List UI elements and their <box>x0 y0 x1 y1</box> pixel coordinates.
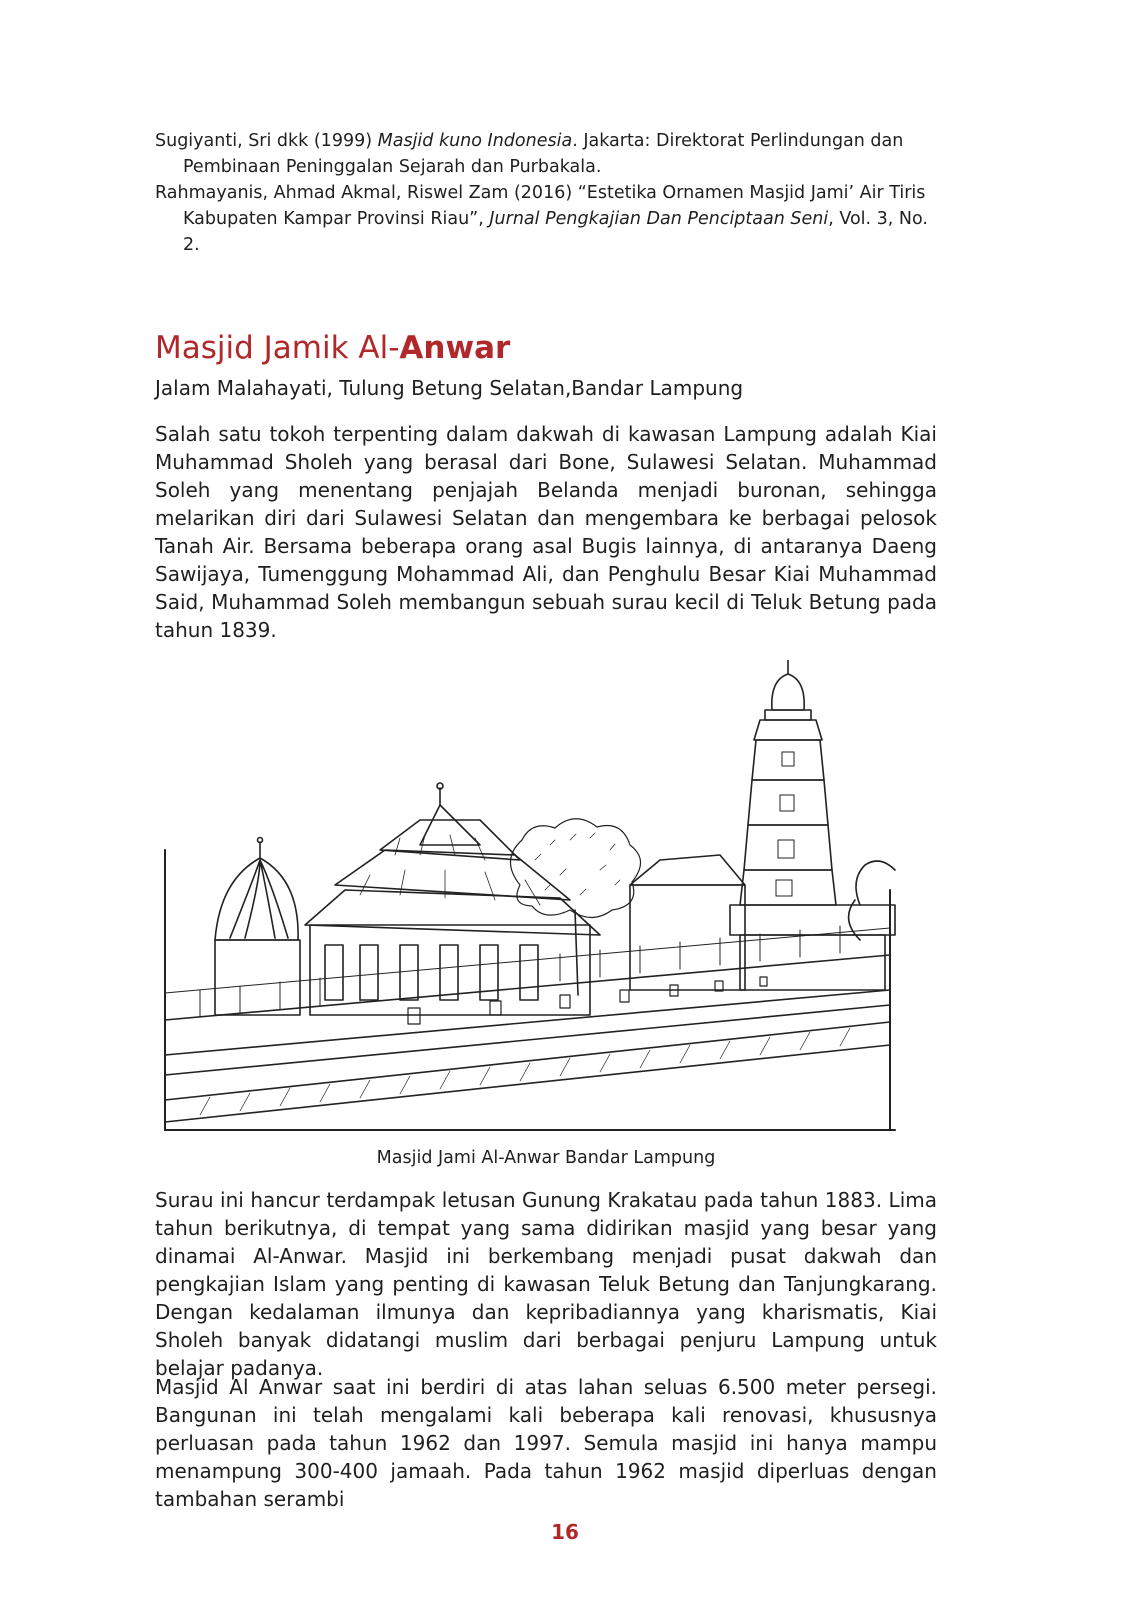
section-title: Masjid Jamik Al-Anwar <box>155 330 511 366</box>
page-number: 16 <box>551 1520 579 1544</box>
reference-entry: Sugiyanti, Sri dkk (1999) Masjid kuno Indonesia. Jakarta: Direktorat Perlindungan dan Pembinaan Peninggalan Sejarah dan Purbakala. <box>155 131 904 177</box>
reference-entry: Rahmayanis, Ahmad Akmal, Riswel Zam (2016) “Estetika Ornamen Masjid Jami’ Air Tiris Kabupaten Kampar Provinsi Riau”, Jurnal Pengkajian Dan Penciptaan Seni, Vol. 3, No. 2. <box>155 183 928 255</box>
figure-caption: Masjid Jami Al-Anwar Bandar Lampung <box>376 1148 716 1168</box>
reference-list <box>155 128 935 258</box>
body-paragraph-1: Salah satu tokoh terpenting dalam dakwah di kawasan Lampung adalah Kiai Muhammad Sholeh yang berasal dari Bone, Sulawesi Selatan. Muhammad Soleh yang menentang penjajah Belanda menjadi buronan, sehingga melarikan diri dari Sulawesi Selatan dan mengembara ke berbagai pelosok Tanah Air. Bersama beberapa orang asal Bugis lainnya, di antaranya Daeng Sawijaya, Tumenggung Mohammad Ali, dan Penghulu Besar Kiai Muhammad Said, Muhammad Soleh membangun sebuah surau kecil di Teluk Betung pada tahun 1839. <box>155 422 937 642</box>
mosque-sketch-illustration <box>160 660 920 1140</box>
body-paragraph-3: Masjid Al Anwar saat ini berdiri di atas lahan seluas 6.500 meter persegi. Bangunan ini telah mengalami kali beberapa kali renovasi, khususnya perluasan pada tahun 1962 dan 1997. Semula masjid ini hanya mampu menampung 300-400 jamaah. Pada tahun 1962 masjid diperluas dengan tambahan serambi <box>155 1375 937 1511</box>
mosque-address: Jalam Malahayati, Tulung Betung Selatan,Bandar Lampung <box>155 376 744 400</box>
body-paragraph-2: Surau ini hancur terdampak letusan Gunung Krakatau pada tahun 1883. Lima tahun berikutnya, di tempat yang sama didirikan masjid yang besar yang dinamai Al-Anwar. Masjid ini berkembang menjadi pusat dakwah dan pengkajian Islam yang penting di kawasan Teluk Betung dan Tanjungkarang. Dengan kedalaman ilmunya dan kepribadiannya yang kharismatis, Kiai Sholeh banyak didatangi muslim dari berbagai penjuru Lampung untuk belajar padanya. <box>155 1188 937 1380</box>
